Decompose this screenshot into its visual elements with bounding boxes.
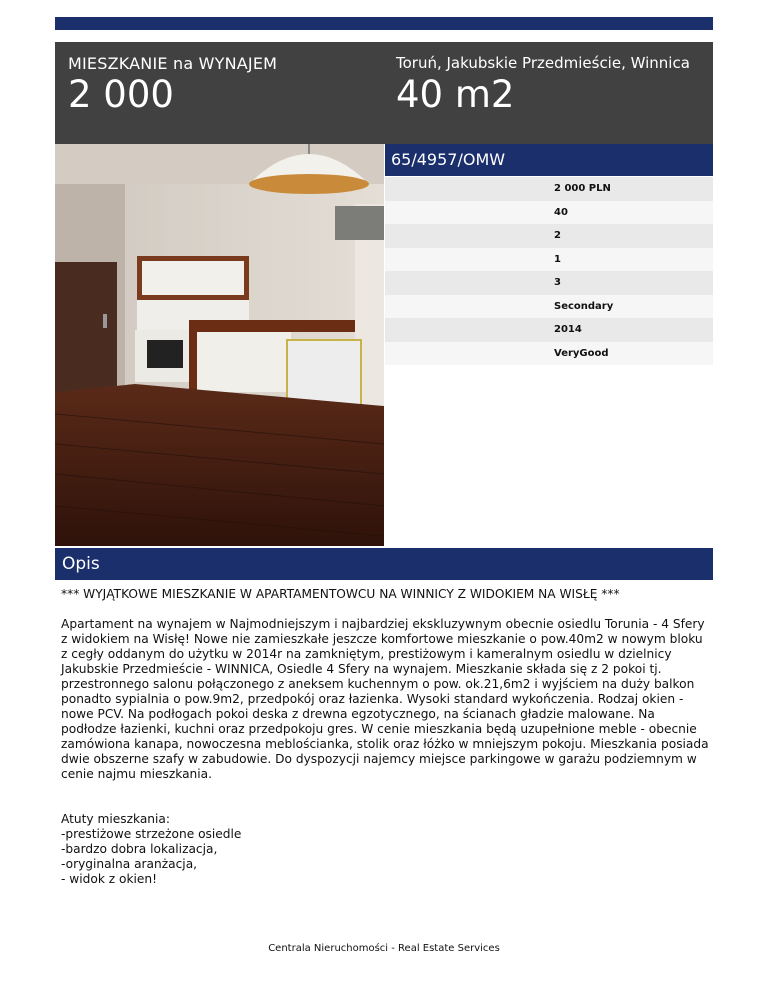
details-table (385, 177, 713, 365)
apartment-photo (55, 144, 384, 546)
detail-value: 3 (554, 277, 561, 288)
description-section-bar (55, 548, 713, 580)
detail-value: 40 (554, 206, 568, 218)
header-right (396, 54, 706, 115)
listing-location: Toruń, Jakubskie Przedmieście, Winnica (396, 54, 690, 72)
detail-value: 2 000 PLN (554, 183, 611, 194)
description (61, 587, 709, 887)
listing-area: 40 m2 (396, 73, 515, 116)
detail-row-price (385, 177, 713, 201)
header-left (68, 54, 368, 115)
feature-item: -bardzo dobra lokalizacja, (61, 842, 218, 856)
feature-item: -prestiżowe strzeżone osiedle (61, 827, 242, 841)
listing-header (55, 42, 713, 144)
detail-value: 1 (554, 253, 561, 265)
description-section-title: Opis (62, 554, 100, 574)
detail-row-condition (385, 342, 713, 366)
reference-number: 65/4957/OMW (391, 150, 506, 169)
detail-row-5 (385, 271, 713, 295)
top-accent-bar (55, 17, 713, 30)
apartment-photo-illustration (55, 144, 384, 546)
detail-value: 2014 (554, 324, 582, 335)
listing-price: 2 000 (68, 73, 174, 116)
features-title: Atuty mieszkania: (61, 812, 170, 826)
description-headline: *** WYJĄTKOWE MIESZKANIE W APARTAMENTOWCU NA WINNICY Z WIDOKIEM NA WISŁĘ *** (61, 587, 620, 601)
detail-row-rooms (385, 224, 713, 248)
footer-text: Centrala Nieruchomości - Real Estate Services (268, 943, 500, 954)
detail-row-4 (385, 248, 713, 272)
detail-row-area (385, 201, 713, 225)
detail-value: Secondary (554, 300, 614, 312)
feature-item: -oryginalna aranżacja, (61, 857, 198, 871)
reference-bar (385, 144, 713, 176)
description-body: Apartament na wynajem w Najmodniejszym i najbardziej ekskluzywnym obecnie osiedlu Torunia - 4 Sfery z widokiem na Wisłę! Nowe nie zamieszkałe jeszcze komfortowe mieszkanie o pow.40m2 w nowym bloku z cegły oddanym do użytku w 2014r na zamkniętym, prestiżowym i kameralnym osiedlu w dzielnicy Jakubskie Przedmieście - WINNICA, Osiedle 4 Sfery na wynajem. Mieszkanie składa się z 2 pokoi tj. przestronnego salonu połączonego z aneksem kuchennym o pow. ok.21,6m2 i wyjściem na duży balkon ponadto sypialnia o pow.9m2, przedpokój oraz łazienka. Wysoki standard wykończenia. Rodzaj okien - nowe PCV. Na podłogach pokoi deska z drewna egzotycznego, na ścianach gładzie malowane. Na podłodze łazienki, kuchni oraz przedpokoju gres. W cenie mieszkania będą uzupełnione meble - obecnie zamówiona kanapa, nowoczesna meblościanka, stolik oraz łóżko w mniejszym pokoju. Mieszkania posiada dwie obszerne szafy w zabudowie. Do dyspozycji najemcy miejsce parkingowe w garażu podziemnym w cenie najmu mieszkania. (61, 617, 709, 781)
listing-type: MIESZKANIE na WYNAJEM (68, 54, 278, 73)
detail-row-year (385, 318, 713, 342)
detail-value: 2 (554, 230, 561, 241)
detail-value: VeryGood (554, 347, 609, 359)
detail-row-market (385, 295, 713, 319)
feature-item: - widok z okien! (61, 872, 158, 886)
